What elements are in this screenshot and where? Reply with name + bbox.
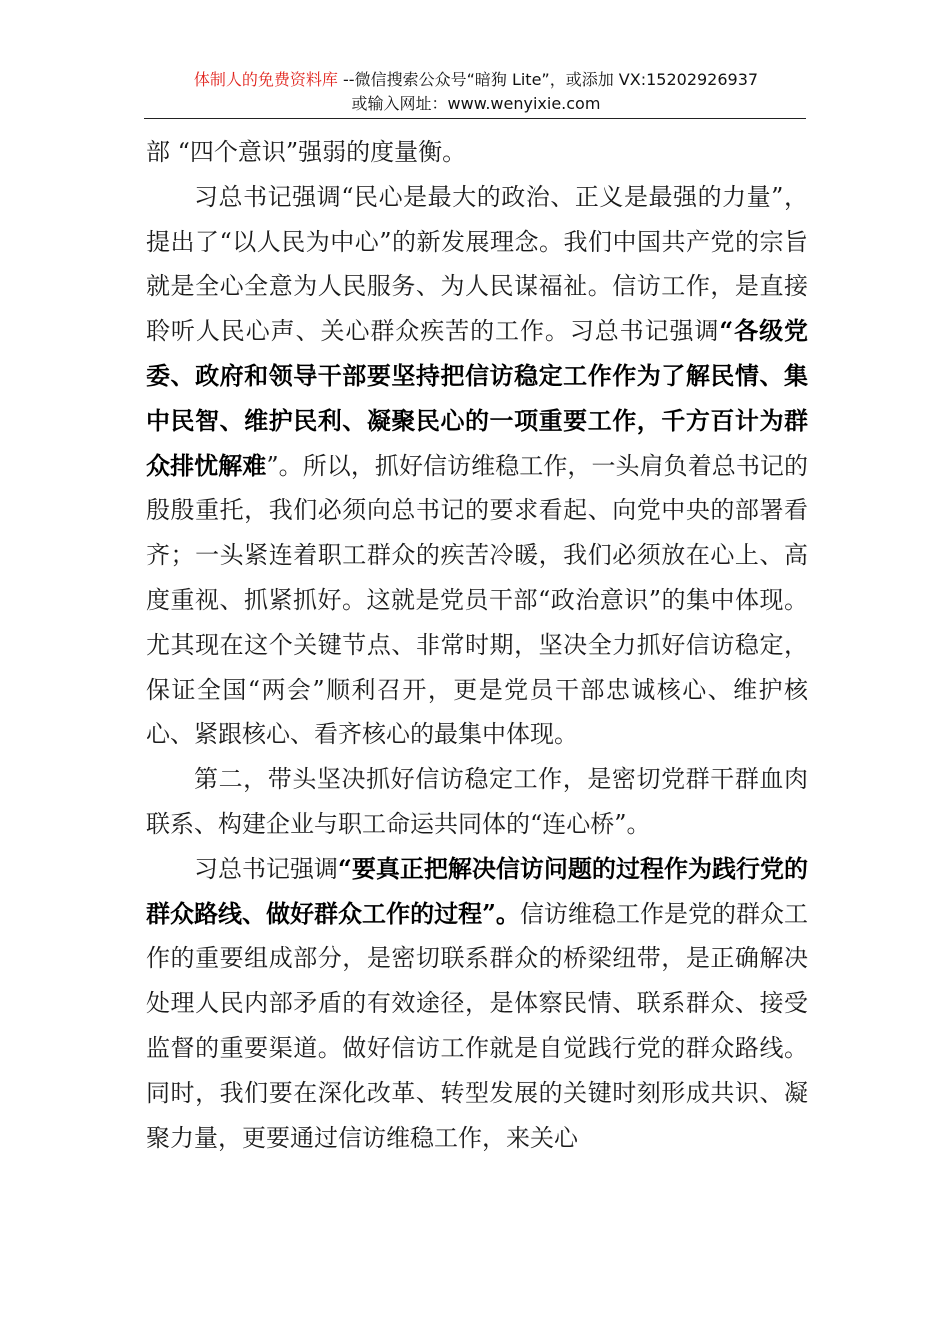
text-run: 部 “四个意识”强弱的度量衡。	[146, 138, 467, 166]
text-run: ”。所以，抓好信访维稳工作，一头肩负着总书记的殷殷重托，我们必须向总书记的要求看起、向党中央的部署看齐；一头紧连着职工群众的疾苦冷暖，我们必须放在心上、高度重视、抓紧抓好。这就是党员干部“政治意识”的集中体现。尤其现在这个关键节点、非常时期，坚决全力抓好信访稳定，保证全国“两会”顺利召开，更是党员干部忠诚核心、维护核心、紧跟核心、看齐核心的最集中体现。	[146, 451, 808, 749]
paragraph	[146, 175, 808, 757]
document-body	[146, 130, 808, 1160]
text-run: 信访维稳工作是党的群众工作的重要组成部分，是密切联系群众的桥梁纽带，是正确解决处理人民内部矛盾的有效途径，是体察民情、联系群众、接受监督的重要渠道。做好信访工作就是自觉践行党的群众路线。同时，我们要在深化改革、转型发展的关键时刻形成共识、凝聚力量，更要通过信访维稳工作，来关心	[146, 899, 808, 1152]
text-run: 习总书记强调“民心是最大的政治、正义是最强的力量”，提出了“以人民为中心”的新发展理念。我们中国共产党的宗旨就是全心全意为人民服务、为人民谋福祉。信访工作，是直接聆听人民心声、关心群众疾苦的工作。习总书记强调	[146, 182, 808, 346]
header-contact-info: --微信搜索公众号“暗狗 Lite”，或添加 VX:15202926937	[337, 70, 759, 89]
bold-quote: “要真正把解决信访问题的过程作为践行党的群众路线、做好群众工作的过程”。	[146, 853, 808, 928]
header-divider	[144, 118, 806, 119]
header-promo-line	[146, 68, 806, 92]
text-run: 习总书记强调	[194, 854, 339, 883]
header-website: 或输入网址：www.wenyixie.com	[351, 94, 601, 113]
paragraph	[146, 130, 808, 175]
bold-quote: “各级党委、政府和领导干部要坚持把信访稳定工作作为了解民情、集中民智、维护民利、凝聚民心的一项重要工作，千方百计为群众排忧解难	[146, 316, 809, 480]
text-run: 第二，带头坚决抓好信访稳定工作，是密切党群干群血肉联系、构建企业与职工命运共同体的“连心桥”。	[146, 765, 808, 838]
section-heading-paragraph	[146, 757, 808, 847]
page-header	[146, 68, 806, 116]
header-brand: 体制人的免费资料库	[193, 70, 338, 89]
paragraph	[146, 847, 808, 1161]
